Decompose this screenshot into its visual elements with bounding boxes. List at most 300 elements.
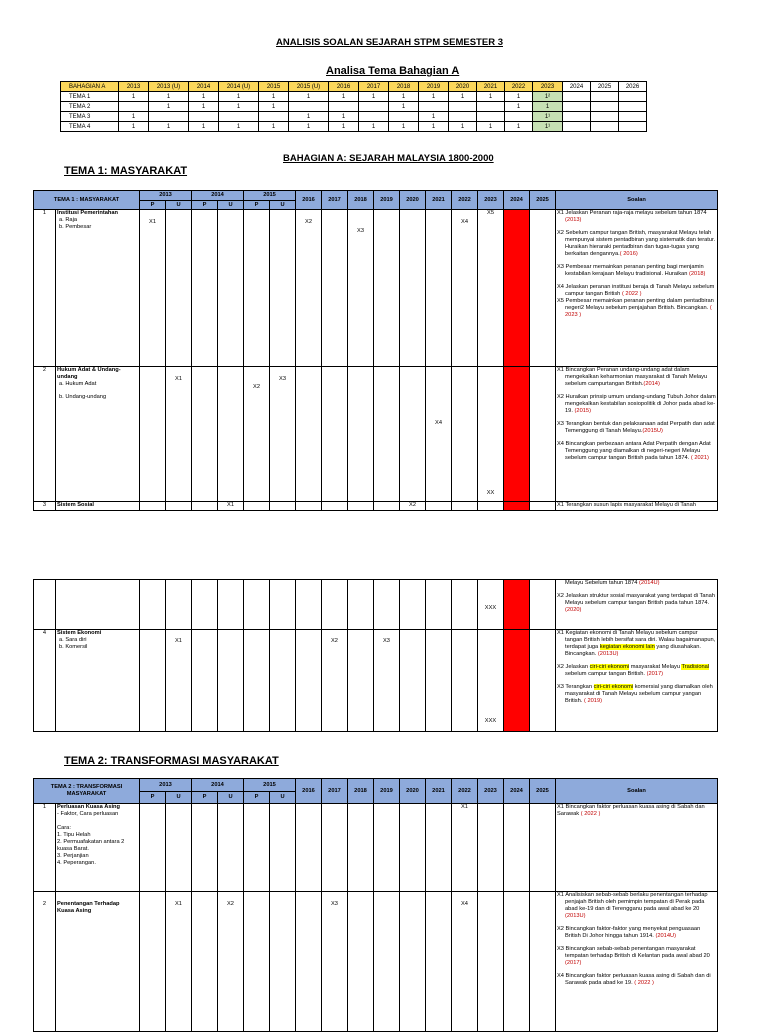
mark-cell <box>270 804 296 892</box>
summary-subtitle: Analisa Tema Bahagian A <box>326 65 460 77</box>
mark-cell <box>348 502 374 511</box>
mark: X1 <box>175 376 182 382</box>
highlight-cell-2024 <box>504 367 530 502</box>
mark-cell <box>218 367 244 502</box>
topic-title: Penentangan Terhadap Kuasa Asing <box>57 901 120 914</box>
summary-header-cell: 2020 <box>449 82 477 92</box>
mark: X4 <box>435 420 442 426</box>
mark: X3 <box>279 376 286 382</box>
summary-cell: 1 <box>477 122 505 132</box>
header-year: 2019 <box>374 191 400 210</box>
question-cell <box>556 892 718 1032</box>
mark: X2 <box>305 219 312 225</box>
topic-title: Sistem Sosial <box>56 502 140 511</box>
mark-cell <box>400 210 426 367</box>
mark-cell <box>140 210 166 367</box>
header-p: P <box>244 201 270 210</box>
summary-cell: 1 <box>219 92 259 102</box>
mark-cell <box>296 210 322 367</box>
mark-cell <box>530 804 556 892</box>
question-text: X2 Jelaskan struktur sosial masyarakat yang terdapat di Tanah Melayu sebelum campur tangan British pada tahun 1874. <box>557 593 715 606</box>
table-row <box>34 210 718 367</box>
summary-header-cell: 2021 <box>477 82 505 92</box>
question-text: yang diusahakan. Bincangkan. <box>565 644 701 657</box>
mark-cell <box>322 367 348 502</box>
topic-cell <box>56 892 140 1032</box>
topic-title: Hukum Adat & Undang-undang <box>57 367 121 380</box>
question-text: X2 Bincangkan faktor-faktor yang menyekat penguasaan British Di Johor hingga tahun 1914. <box>557 926 701 939</box>
mark-cell <box>192 367 218 502</box>
question-year: (2013U) <box>597 651 619 657</box>
mark-cell <box>244 630 270 732</box>
row-number: 1 <box>34 804 56 892</box>
summary-cell: 1 <box>329 92 359 102</box>
mark: X1 <box>175 901 182 907</box>
tema1-heading: TEMA 1: MASYARAKAT <box>64 165 188 177</box>
mark-cell <box>348 892 374 1032</box>
summary-cell: 1 <box>219 122 259 132</box>
question-cell <box>556 804 718 892</box>
mark-cell <box>244 804 270 892</box>
header-tema: TEMA 1 : MASYARAKAT <box>34 191 140 210</box>
summary-cell: 1 <box>449 122 477 132</box>
mark-cell <box>244 892 270 1032</box>
header-year: 2025 <box>530 779 556 804</box>
question-text: X1 Analisiskan sebab-sebab berlaku penentangan terhadap penjajah British oleh pemimpin tempatan di Perak pada abad ke-19 dan di Terengganu pada awal abad ke 20 <box>557 892 708 912</box>
summary-header-cell: 2023 <box>533 82 563 92</box>
mark-cell <box>140 804 166 892</box>
row-number <box>34 892 56 1032</box>
question-year: (2014U) <box>639 580 660 586</box>
mark-cell <box>192 804 218 892</box>
mark: X2 <box>253 384 260 390</box>
summary-cell: 1 <box>359 122 389 132</box>
header-u: U <box>270 792 296 804</box>
header-year: 2025 <box>530 191 556 210</box>
mark-cell <box>478 210 504 367</box>
mark: X3 <box>357 228 364 234</box>
header-year: 2015 <box>244 779 296 792</box>
summary-cell: 1 <box>419 112 449 122</box>
highlighted-text: ciri-ciri ekonomi <box>593 684 634 690</box>
topic-sub: 1. Tipu Helah <box>57 832 91 838</box>
mark-cell <box>192 502 218 511</box>
mark-cell <box>426 210 452 367</box>
header-year: 2014 <box>192 779 244 792</box>
mark-cell <box>140 580 166 630</box>
mark-cell <box>296 580 322 630</box>
summary-row-tema3 <box>61 112 647 122</box>
summary-cell: 1 <box>149 102 189 112</box>
mark-cell <box>478 892 504 1032</box>
summary-cell: TEMA 4 <box>61 122 119 132</box>
header-year: 2022 <box>452 191 478 210</box>
mark-cell <box>140 630 166 732</box>
question-text: X2 Sebelum campur tangan British, masyarakat Melayu telah mempunyai sistem pentadbiran yang sistematik dan teratur. Huraikan hieraraki pentadbiran dan tugas-tugas yang berkaitan dengannya. <box>557 230 716 257</box>
topic-cell <box>56 804 140 892</box>
table-row <box>34 502 718 511</box>
mark-cell <box>504 892 530 1032</box>
table-header-row <box>34 191 718 201</box>
summary-cell <box>619 92 647 102</box>
topic-cell <box>56 630 140 732</box>
header-u: U <box>218 792 244 804</box>
summary-header-cell: 2013 <box>119 82 149 92</box>
summary-cell: 1 <box>149 92 189 102</box>
question-year: (2013U) <box>565 913 586 919</box>
mark-cell <box>452 367 478 502</box>
mark-cell <box>166 630 192 732</box>
mark-cell <box>478 580 504 630</box>
mark-cell <box>218 210 244 367</box>
mark-cell <box>426 502 452 511</box>
mark-cell <box>140 892 166 1032</box>
question-year: ( 2023 ) <box>565 305 712 318</box>
topic-sub: b. Pembesar <box>59 224 92 230</box>
table-row <box>34 580 718 630</box>
mark-cell <box>374 580 400 630</box>
highlight-cell-2024 <box>504 210 530 367</box>
row-number: 2 <box>34 367 56 502</box>
topic-cell <box>56 367 140 502</box>
mark-cell <box>244 502 270 511</box>
mark-cell <box>270 630 296 732</box>
mark: XX <box>486 490 495 496</box>
summary-cell: 1 <box>389 102 419 112</box>
question-year: (2018) <box>688 271 706 277</box>
question-text: X2 Huraikan prinsip umum undang-undang Tubuh Johor dalam mengekalkan kestabilan sosiopolitik di Johor pada abad ke-19. <box>557 394 716 414</box>
mark-cell <box>270 580 296 630</box>
mark-cell <box>218 892 244 1032</box>
mark-cell <box>192 630 218 732</box>
summary-cell: 1 <box>119 92 149 102</box>
mark-cell <box>192 892 218 1032</box>
summary-cell <box>563 102 591 112</box>
topic-title: Perluasan Kuasa Asing <box>57 804 121 810</box>
tema2-heading: TEMA 2: TRANSFORMASI MASYARAKAT <box>64 755 279 767</box>
mark-cell <box>322 804 348 892</box>
mark-cell <box>426 367 452 502</box>
highlight-cell-2024 <box>504 502 530 511</box>
mark-cell <box>166 580 192 630</box>
summary-cell: 1 <box>329 112 359 122</box>
highlighted-text: Tradisional <box>681 664 710 670</box>
summary-header-cell: 2018 <box>389 82 419 92</box>
mark-cell <box>348 580 374 630</box>
mark-cell <box>374 892 400 1032</box>
question-text: X5 Pembesar memainkan peranan penting dalam pentadbiran negeri2 Melayu sebelum penjajahan British. Bincangkan. <box>557 298 714 311</box>
summary-cell: 1 <box>289 122 329 132</box>
summary-cell: TEMA 1 <box>61 92 119 102</box>
header-year: 2024 <box>504 779 530 804</box>
header-tema: TEMA 2 : TRANSFORMASI MASYARAKAT <box>34 779 140 804</box>
mark-cell <box>452 892 478 1032</box>
mark-cell <box>166 502 192 511</box>
question-year: ( 2019) <box>583 698 603 704</box>
mark-cell <box>530 580 556 630</box>
tema1-table <box>33 190 718 511</box>
mark-cell: X1 <box>218 502 244 511</box>
mark-cell <box>400 630 426 732</box>
question-text: X1 Bincangkan faktor perluasan kuasa asing di Sabah dan Sarawak <box>557 804 705 817</box>
question-text: X1 Bincangkan Peranan undang-undang adat dalam mengekalkan keharmonian masyarakat di Tanah Melayu sebelum campurtangan British. <box>557 367 708 387</box>
summary-header-cell: 2025 <box>591 82 619 92</box>
question-year: (2014U) <box>655 933 677 939</box>
question-year: ( 2022 ) <box>621 291 642 297</box>
mark-cell <box>530 630 556 732</box>
topic-sub: Cara: <box>57 825 71 831</box>
header-p: P <box>192 792 218 804</box>
table-row <box>34 892 718 1032</box>
topic-sub: a. Hukum Adat <box>59 381 97 387</box>
mark-cell <box>218 580 244 630</box>
topic-sub: - Faktor, Cara perluasan <box>57 811 119 817</box>
summary-cell: 1¹ <box>533 122 563 132</box>
header-year: 2021 <box>426 779 452 804</box>
summary-cell <box>477 102 505 112</box>
summary-cell <box>563 112 591 122</box>
mark-cell <box>140 502 166 511</box>
mark-cell: X2 <box>400 502 426 511</box>
header-year: 2015 <box>244 191 296 201</box>
mark-cell <box>192 580 218 630</box>
summary-cell: 1 <box>533 102 563 112</box>
question-year: ( 2016) <box>619 251 638 257</box>
row-number: 4 <box>34 630 56 732</box>
tema2-table <box>33 778 718 1032</box>
mark-cell <box>322 630 348 732</box>
mark-cell <box>140 367 166 502</box>
mark: X3 <box>331 901 338 907</box>
header-year: 2020 <box>400 191 426 210</box>
question-text: X1 Terangkan susun lapis masyarakat Melayu di Tanah <box>556 502 718 511</box>
header-year: 2014 <box>192 191 244 201</box>
summary-cell: 1 <box>219 102 259 112</box>
row-number: 1 <box>34 210 56 367</box>
mark-cell <box>530 502 556 511</box>
mark-cell <box>218 630 244 732</box>
header-year: 2016 <box>296 191 322 210</box>
topic-sub: 2. Permuafakatan antara 2 kuasa Barat. <box>57 839 125 852</box>
header-year: 2017 <box>322 779 348 804</box>
summary-cell <box>591 112 619 122</box>
header-u: U <box>218 201 244 210</box>
summary-cell: 1 <box>259 102 289 112</box>
summary-row-tema1 <box>61 92 647 102</box>
header-year: 2018 <box>348 779 374 804</box>
topic-sub: a. Sara diri <box>59 637 87 643</box>
summary-header-row <box>61 82 647 92</box>
summary-header-cell: 2019 <box>419 82 449 92</box>
header-year: 2016 <box>296 779 322 804</box>
mark: X4 <box>461 219 468 225</box>
question-year: (2015U) <box>642 428 663 434</box>
summary-cell: 1 <box>259 92 289 102</box>
summary-cell <box>477 112 505 122</box>
header-year: 2017 <box>322 191 348 210</box>
summary-cell: TEMA 2 <box>61 102 119 112</box>
question-text: X1 Kegiatan ekonomi di Tanah Melayu sebelum campur tangan British lebih bersifat sara diri. Walau bagaimanapun, terdapat juga <box>557 630 716 650</box>
summary-cell <box>389 112 419 122</box>
question-text: komersial yang diamalkan oleh masyarakat di Tanah Melayu sebelum campur yangan British. <box>565 684 713 704</box>
question-text: Melayu Sebelum tahun 1874 <box>565 580 638 586</box>
summary-cell: 1 <box>419 122 449 132</box>
question-year: (2017) <box>646 671 664 677</box>
mark-cell <box>452 210 478 367</box>
mark: X1 <box>149 219 156 225</box>
tema1-continued-table <box>33 579 718 732</box>
mark-cell <box>296 892 322 1032</box>
summary-cell: 1 <box>389 92 419 102</box>
mark-cell <box>296 630 322 732</box>
question-text: masyarakat Melayu <box>630 664 680 670</box>
question-text: X3 Pembesar memainkan peranan penting bagi menjamin kestabilan kerajaan Melayu tradisional. Huraikan <box>557 264 704 277</box>
mark-cell <box>166 892 192 1032</box>
highlight-cell-2024 <box>504 580 530 630</box>
summary-cell <box>449 112 477 122</box>
summary-cell: 1 <box>505 92 533 102</box>
question-year: (2015) <box>574 408 591 414</box>
topic-sub: a. Raja <box>59 217 78 223</box>
header-year: 2021 <box>426 191 452 210</box>
summary-cell: 1 <box>189 102 219 112</box>
summary-cell <box>591 102 619 112</box>
summary-cell: 1 <box>477 92 505 102</box>
mark-cell <box>426 804 452 892</box>
mark-cell <box>348 367 374 502</box>
summary-cell: 1 <box>449 92 477 102</box>
header-p: P <box>192 201 218 210</box>
mark-cell <box>374 630 400 732</box>
summary-cell <box>563 92 591 102</box>
header-year: 2019 <box>374 779 400 804</box>
row-number <box>34 580 56 630</box>
summary-header-cell: 2016 <box>329 82 359 92</box>
summary-cell <box>359 112 389 122</box>
mark: XXX <box>484 718 497 724</box>
mark-cell <box>322 892 348 1032</box>
section-title: BAHAGIAN A: SEJARAH MALAYSIA 1800-2000 <box>283 153 494 164</box>
highlight-cell-2024 <box>504 630 530 732</box>
mark-cell <box>530 892 556 1032</box>
summary-cell: 1 <box>289 92 329 102</box>
summary-header-cell: 2024 <box>563 82 591 92</box>
question-year: (2017) <box>565 960 582 966</box>
header-soalan: Soalan <box>556 779 718 804</box>
mark: X3 <box>383 638 390 644</box>
summary-cell <box>119 102 149 112</box>
header-year: 2018 <box>348 191 374 210</box>
mark-cell <box>348 804 374 892</box>
mark-cell <box>270 210 296 367</box>
mark-cell <box>348 210 374 367</box>
summary-cell: 1 <box>505 102 533 112</box>
summary-cell: 1 <box>329 122 359 132</box>
summary-row-tema4 <box>61 122 647 132</box>
topic-cell <box>56 580 140 630</box>
summary-cell: 1 <box>189 92 219 102</box>
topic-sub: b. Komersil <box>59 644 88 650</box>
summary-cell <box>219 112 259 122</box>
mark: X4 <box>461 901 468 907</box>
summary-header-cell: 2022 <box>505 82 533 92</box>
mark-cell <box>348 630 374 732</box>
mark-cell <box>244 210 270 367</box>
mark-cell <box>478 502 504 511</box>
header-u: U <box>166 201 192 210</box>
summary-cell <box>591 92 619 102</box>
header-year: 2013 <box>140 191 192 201</box>
question-cell <box>556 367 718 502</box>
mark-cell <box>270 367 296 502</box>
summary-cell <box>563 122 591 132</box>
summary-cell: 1 <box>419 92 449 102</box>
summary-cell: 1 <box>189 122 219 132</box>
mark-cell <box>374 210 400 367</box>
summary-cell: 1 <box>289 112 329 122</box>
summary-cell: 1 <box>389 122 419 132</box>
summary-cell <box>591 122 619 132</box>
mark: XXX <box>484 605 497 611</box>
question-year: ( 2022 ) <box>634 980 654 986</box>
mark-cell <box>452 502 478 511</box>
summary-cell: 1 <box>119 122 149 132</box>
mark-cell <box>244 367 270 502</box>
summary-header-cell: 2013 (U) <box>149 82 189 92</box>
header-u: U <box>166 792 192 804</box>
mark-cell <box>426 892 452 1032</box>
mark-cell <box>400 892 426 1032</box>
question-cell <box>556 630 718 732</box>
mark-cell <box>244 580 270 630</box>
summary-cell <box>149 112 189 122</box>
mark-cell <box>166 210 192 367</box>
question-year: (2014) <box>643 381 660 387</box>
header-soalan: Soalan <box>556 191 718 210</box>
mark-cell <box>296 804 322 892</box>
table-header-row <box>34 779 718 792</box>
question-year: ( 2021) <box>690 455 709 461</box>
mark-cell <box>426 630 452 732</box>
mark-cell <box>530 210 556 367</box>
summary-table <box>60 81 647 132</box>
mark-cell <box>478 630 504 732</box>
mark: X5 <box>487 210 494 216</box>
question-text: X3 Bincangkan sebab-sebab penentangan masyarakat tempatan terhadap British di Kelantan pada awal abad 20 <box>557 946 710 959</box>
header-year: 2020 <box>400 779 426 804</box>
question-text: X1 Jelaskan Peranan raja-raja melayu sebelum tahun 1874 <box>557 210 707 216</box>
mark-cell <box>270 502 296 511</box>
summary-cell: 1 <box>259 122 289 132</box>
topic-sub: 4. Peperangan. <box>57 860 96 866</box>
highlighted-text: kegiatan ekonomi lain <box>599 644 655 650</box>
mark: X2 <box>227 901 234 907</box>
header-u: U <box>270 201 296 210</box>
summary-header-cell: 2015 <box>259 82 289 92</box>
topic-title: Institusi Pemerintahan <box>57 210 118 216</box>
mark-cell <box>296 502 322 511</box>
summary-cell: 1² <box>533 92 563 102</box>
header-p: P <box>140 201 166 210</box>
summary-header-cell: 2015 (U) <box>289 82 329 92</box>
mark-cell <box>426 580 452 630</box>
page-title: ANALISIS SOALAN SEJARAH STPM SEMESTER 3 <box>276 37 503 48</box>
question-year: (2020) <box>565 607 582 613</box>
summary-cell <box>259 112 289 122</box>
mark-cell <box>218 804 244 892</box>
mark-cell <box>322 502 348 511</box>
topic-cell <box>56 210 140 367</box>
